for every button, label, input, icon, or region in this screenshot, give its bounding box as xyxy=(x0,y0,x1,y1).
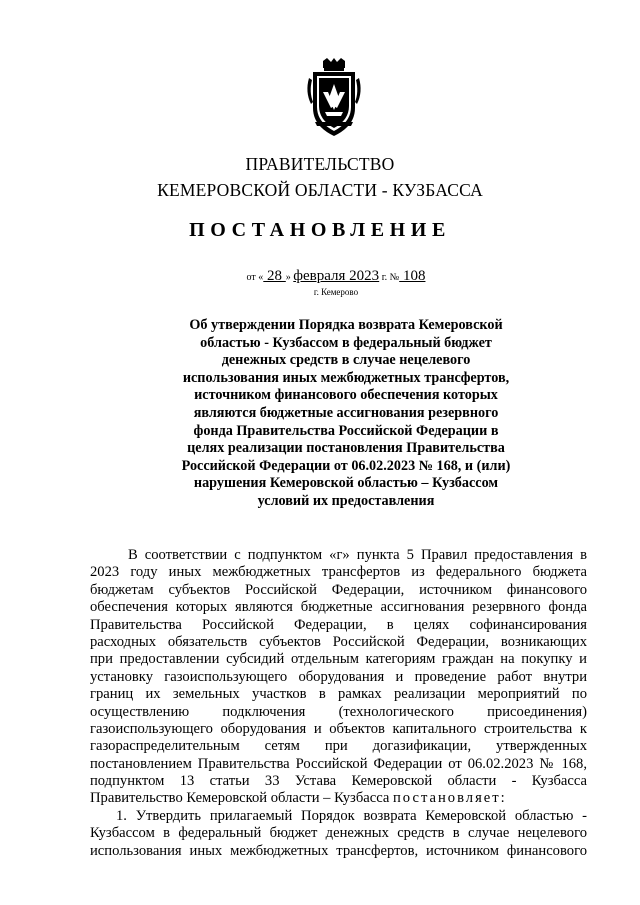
date-day: 28 xyxy=(263,268,286,284)
body-line: использования иных межбюджетных трансфертов, источником финансового xyxy=(90,842,587,859)
date-prefix: от « xyxy=(246,272,264,283)
body-line: 2023 году иных межбюджетных трансфертов из федерального бюджета xyxy=(90,564,587,581)
decree-heading xyxy=(160,317,532,511)
heading-line: целях реализации постановления Правительства xyxy=(187,440,505,457)
body-line: осуществлению подключения (технологического присоединения) xyxy=(90,703,587,720)
heading-line: Об утверждении Порядка возврата Кемеровской xyxy=(189,317,503,333)
city-name: г. Кемерово xyxy=(313,287,359,297)
coat-of-arms-emblem xyxy=(301,58,367,140)
body-line-text: Правительство Кемеровской области – Кузбасса xyxy=(90,790,390,807)
date-month-year: февраля 2023 xyxy=(293,268,380,284)
decree-body-text xyxy=(90,547,587,860)
body-line: расходных обязательств субъектов Российской Федерации, возникающих xyxy=(90,633,587,650)
decree-date-line xyxy=(0,268,640,285)
body-line xyxy=(90,790,587,807)
body-line: постановлением Правительства Российской Федерации от 06.02.2023 № 168, xyxy=(90,755,587,772)
body-line: при предоставлении субсидий отдельным категориям граждан на покупку и xyxy=(90,651,587,668)
body-line: обеспечения которых являются бюджетные ассигнования резервного фонда xyxy=(90,599,587,616)
government-title-line2: КЕМЕРОВСКОЙ ОБЛАСТИ - КУЗБАССА xyxy=(157,180,483,200)
heading-line: использования иных межбюджетных трансфертов, xyxy=(182,369,510,386)
heading-line: фонда Правительства Российской Федерации в xyxy=(193,422,499,439)
date-mid: » xyxy=(285,272,294,283)
government-title-line1: ПРАВИТЕЛЬСТВО xyxy=(245,154,395,174)
body-line: Правительства Российской Федерации, в целях софинансирования xyxy=(90,616,587,633)
date-year-suffix: г. № xyxy=(379,272,400,283)
body-line: 1. Утвердить прилагаемый Порядок возврата Кемеровской областью - xyxy=(116,807,587,824)
heading-line: условий их предоставления xyxy=(257,492,435,509)
decree-number: 108 xyxy=(399,268,426,284)
body-line: газораспределительным сетям при догазификации, утвержденных xyxy=(90,738,587,755)
heading-line: нарушения Кемеровской областью – Кузбассом xyxy=(193,475,499,492)
body-line: границ их земельных участков в рамках реализации мероприятий по xyxy=(90,686,587,703)
heading-line: Российской Федерации от 06.02.2023 № 168, и (или) xyxy=(181,457,511,474)
body-line: газоиспользующего оборудования и объектов капитального строительства к xyxy=(90,720,587,737)
body-line: бюджетам субъектов Российской Федерации, источником финансового xyxy=(90,581,587,598)
body-line: подпунктом 13 статьи 33 Устава Кемеровской области - Кузбасса xyxy=(90,773,587,790)
heading-line: областью - Кузбассом в федеральный бюджет xyxy=(200,334,492,351)
body-line: В соответствии с подпунктом «г» пункта 5 Правил предоставления в xyxy=(128,547,587,563)
decree-title: ПОСТАНОВЛЕНИЕ xyxy=(189,219,451,241)
heading-line: являются бюджетные ассигнования резервного xyxy=(193,404,499,421)
heading-line: источником финансового обеспечения которых xyxy=(194,387,498,404)
body-line: установку газоиспользующего оборудования и проведение работ внутри xyxy=(90,668,587,685)
heading-line: денежных средств в случае нецелевого xyxy=(221,352,471,369)
body-line: Кузбассом в федеральный бюджет денежных средств в случае нецелевого xyxy=(90,825,587,842)
decree-keyword: постановляет: xyxy=(393,790,507,807)
